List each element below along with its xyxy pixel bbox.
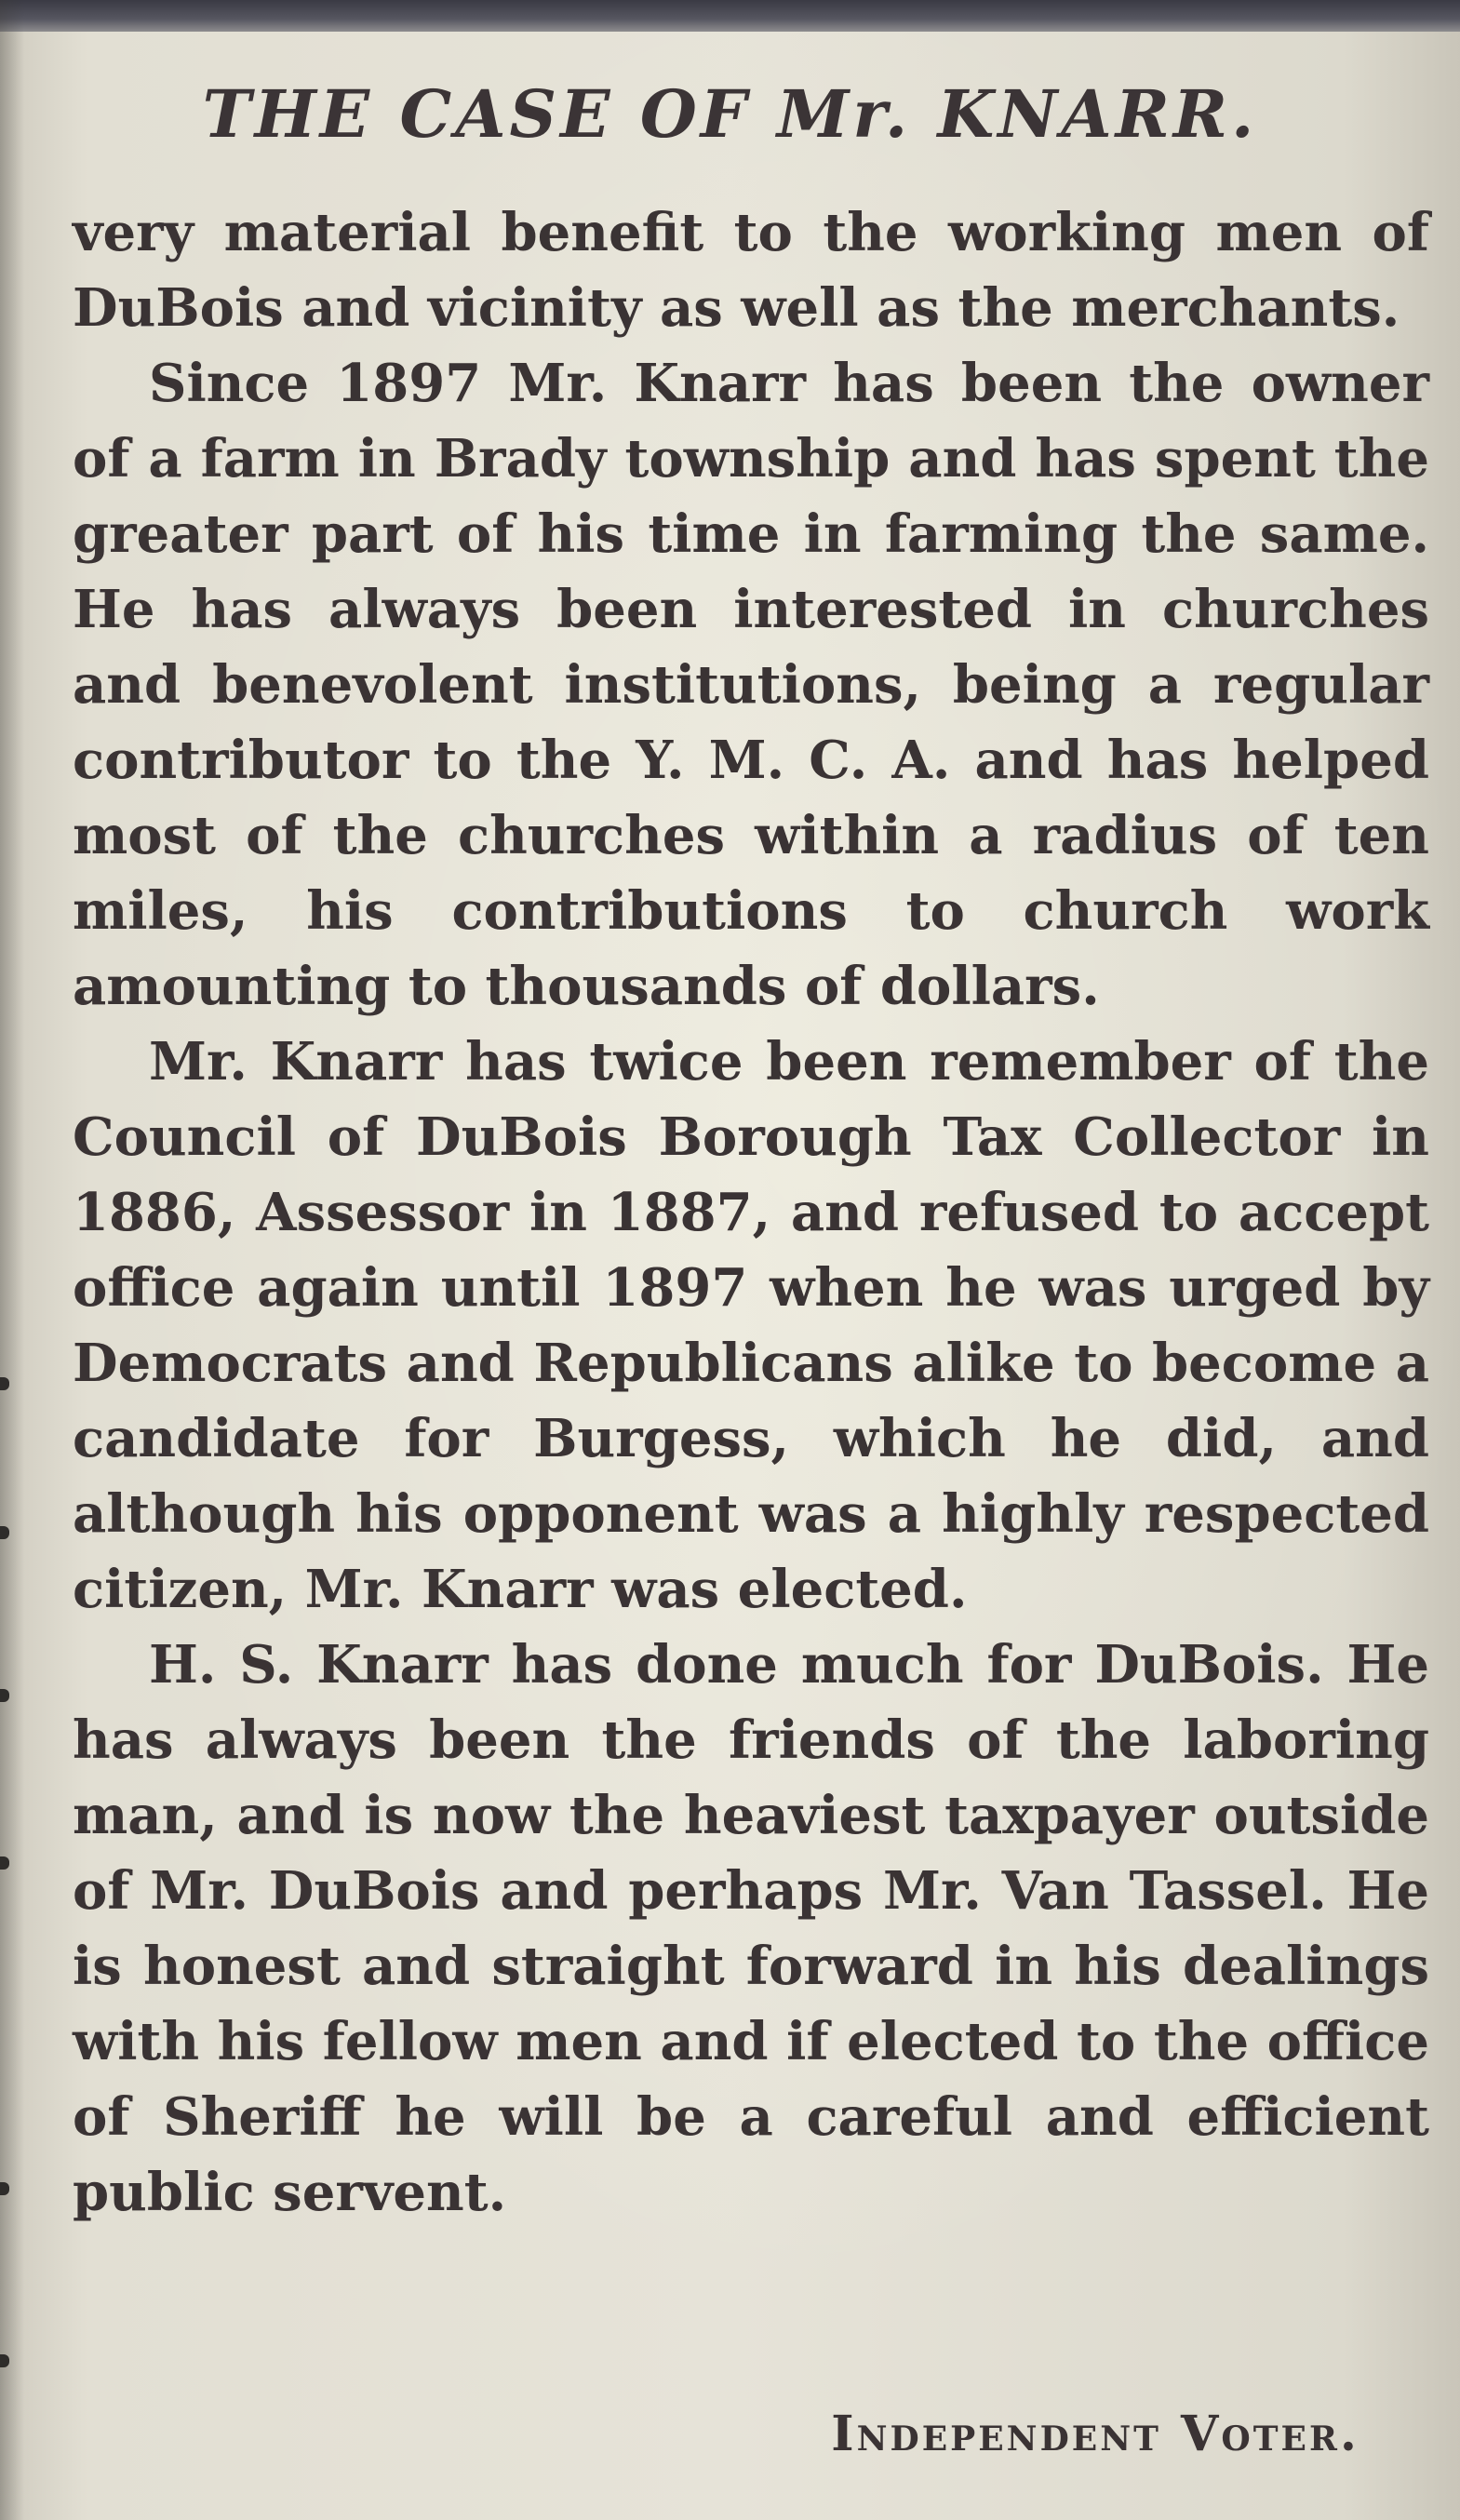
page-left-shadow <box>0 0 24 2520</box>
margin-mark <box>0 1689 9 1702</box>
headline: THE CASE OF Mr. KNARR. <box>202 75 1258 153</box>
paragraph-public-offices: Mr. Knarr has twice been remember of the Council of DuBois Borough Tax Collector in 1886, Assessor in 1887, and refused to accept office again until 1897 when he was urged by Democrats and Republicans alike to become a candidate for Burgess, which he did, and although his opponent was a highly respected citizen, Mr. Knarr was elected. <box>73 1031 1429 1620</box>
margin-mark <box>0 1856 9 1870</box>
margin-mark <box>0 1526 9 1539</box>
paragraph-farm-and-charity: Since 1897 Mr. Knarr has been the owner of a farm in Brady township and has spent the greater part of his time in farming the same. He has always been interested in churches and benevolent institutions, being a regular contributor to the Y. M. C. A. and has helped most of the churches within a radius of ten miles, his contributions to church work amounting to thousands of dollars. <box>73 353 1429 1017</box>
margin-mark <box>0 2182 9 2195</box>
page-top-edge <box>0 0 1460 32</box>
paragraph-character: H. S. Knarr has done much for DuBois. He has always been the friends of the laboring man, and is now the heaviest taxpayer outside of Mr. DuBois and perhaps Mr. Van Tassel. He is honest and straight forward in his dealings with his fellow men and if elected to the office of Sheriff he will be a careful and efficient public servent. <box>73 1634 1429 2223</box>
article-body <box>73 195 1429 2231</box>
signature: Independent Voter. <box>831 2406 1360 2462</box>
paragraph-continuation: very material benefit to the working men of DuBois and vicinity as well as the merchants. <box>73 202 1429 339</box>
margin-mark <box>0 2354 9 2367</box>
margin-mark <box>0 1377 9 1390</box>
